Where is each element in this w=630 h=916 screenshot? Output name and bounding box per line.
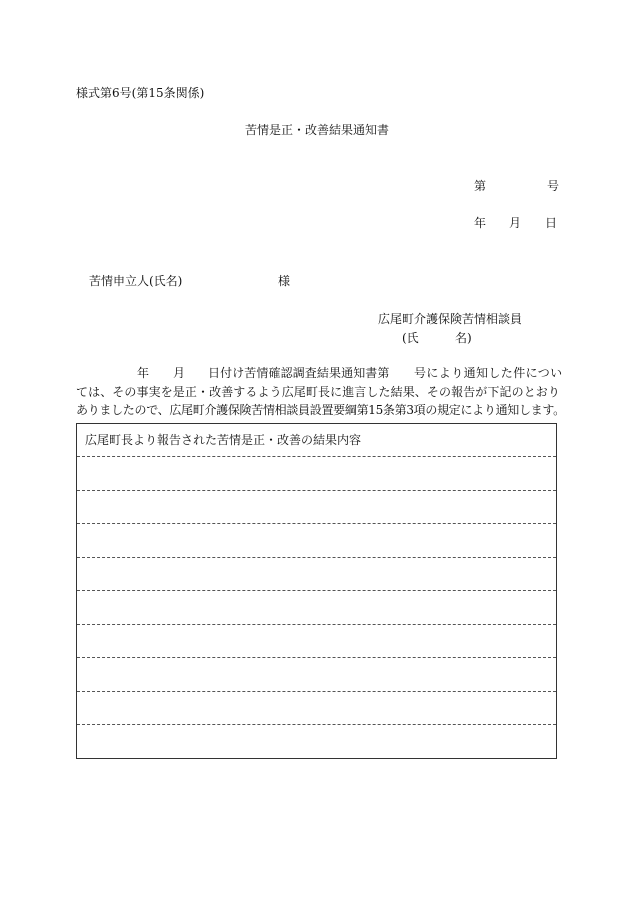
form-id: 様式第6号(第15条関係) xyxy=(76,86,205,100)
entry-line xyxy=(77,624,556,625)
date-month: 月 xyxy=(509,216,522,230)
body-month: 月 xyxy=(173,366,186,380)
body-line2: ては、その事実を是正・改善するよう広尾町長に進言した結果、その報告が下記のとおり xyxy=(76,385,561,399)
recipient-honorific: 様 xyxy=(278,274,291,288)
document-title: 苦情是正・改善結果通知書 xyxy=(245,123,390,137)
sender-org: 広尾町介護保険苦情相談員 xyxy=(378,312,523,326)
entry-line xyxy=(77,490,556,491)
date-day: 日 xyxy=(545,216,558,230)
body-line3: ありましたので、広尾町介護保険苦情相談員設置要綱第15条第3項の規定により通知します。 xyxy=(76,403,565,417)
number-suffix: 号 xyxy=(547,179,560,193)
body-year: 年 xyxy=(137,366,150,380)
date-year: 年 xyxy=(474,216,487,230)
recipient-label: 苦情申立人(氏名) xyxy=(89,274,183,288)
result-box-heading: 広尾町長より報告された苦情是正・改善の結果内容 xyxy=(85,433,362,447)
result-box xyxy=(76,423,557,759)
entry-line xyxy=(77,657,556,658)
entry-line xyxy=(77,590,556,591)
sender-name-open: (氏 xyxy=(402,331,419,345)
body-line1-text: 日付け苦情確認調査結果通知書第 xyxy=(208,366,390,380)
entry-line xyxy=(77,557,556,558)
sender-name-close: 名) xyxy=(455,331,472,345)
body-line1-tail: 号により通知した件につい xyxy=(414,366,563,380)
entry-line xyxy=(77,523,556,524)
entry-line xyxy=(77,456,556,457)
number-prefix: 第 xyxy=(474,179,487,193)
entry-line xyxy=(77,724,556,725)
entry-line xyxy=(77,691,556,692)
